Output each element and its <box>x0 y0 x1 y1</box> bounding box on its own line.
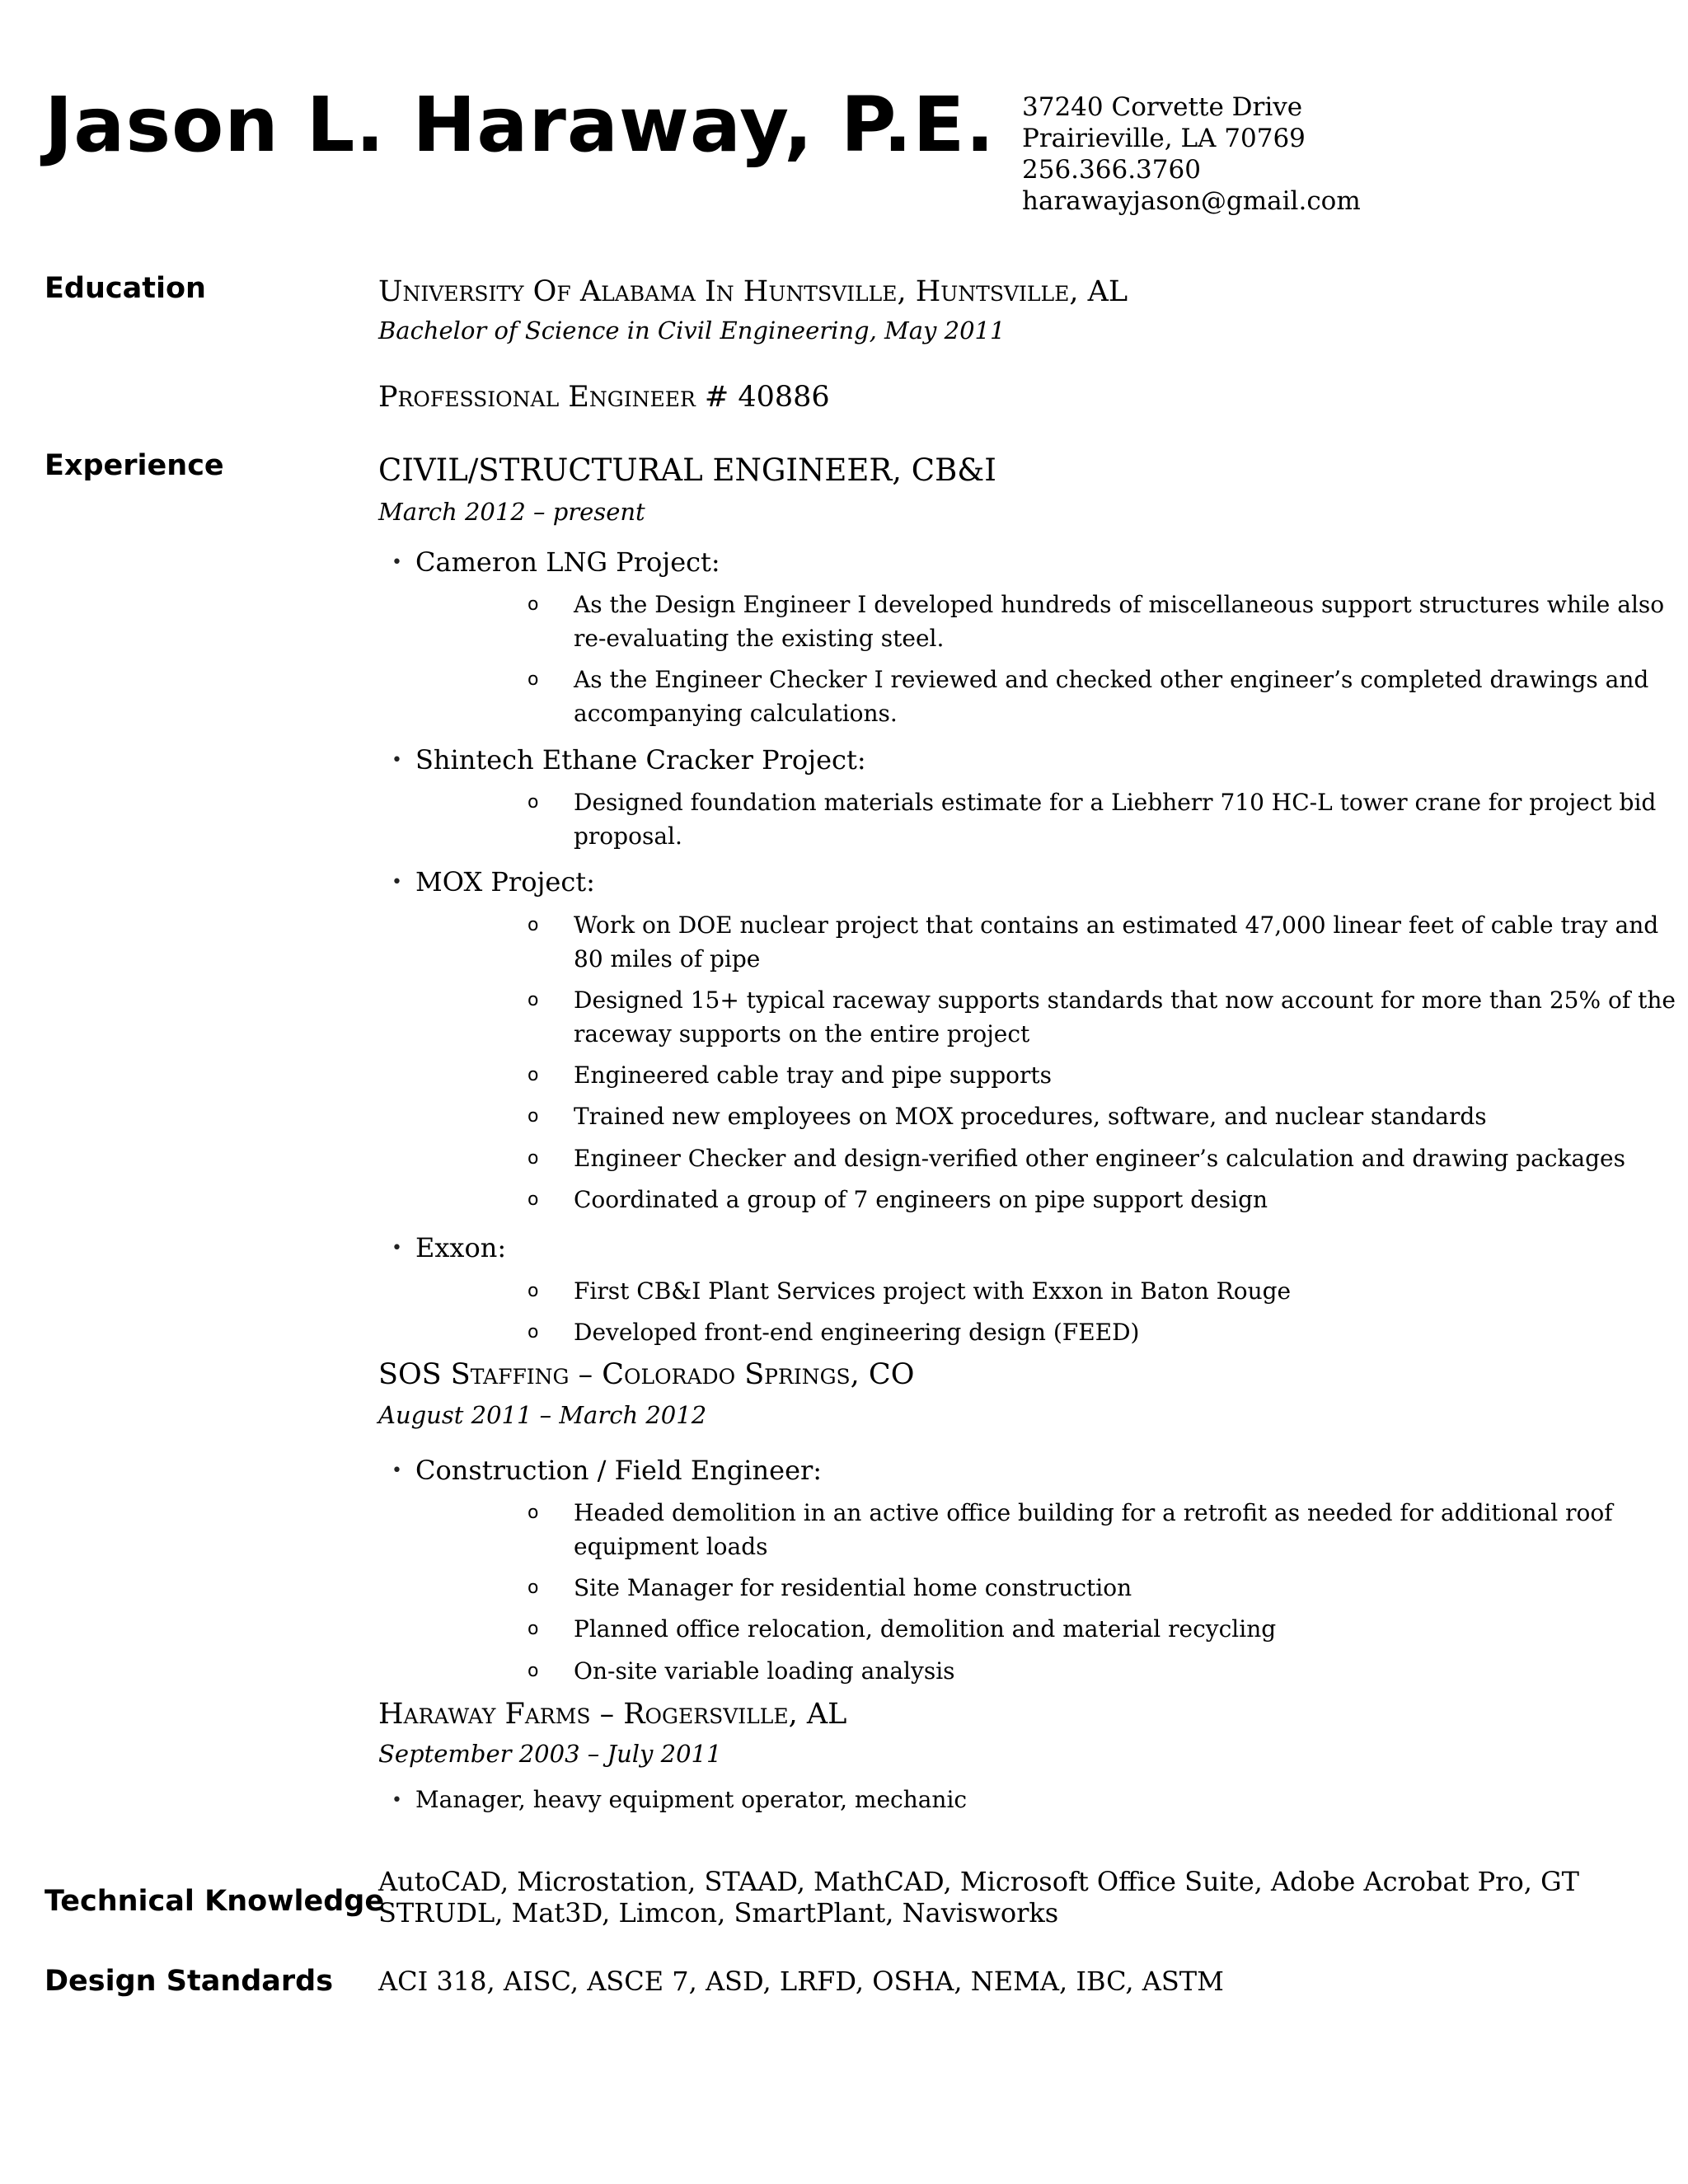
job-title: SOS Staffing – Colorado Springs, CO <box>378 1358 915 1391</box>
list-item-text: Trained new employees on MOX procedures, software, and nuclear standards <box>574 1103 1487 1130</box>
list-item-text: Planned office relocation, demolition and material recycling <box>574 1615 1277 1643</box>
job-dates: September 2003 – July 2011 <box>378 1740 722 1768</box>
bullet-icon: • <box>392 1790 402 1811</box>
list-marker-icon: o <box>528 1106 539 1127</box>
candidate-name: Jason L. Haraway, P.E. <box>45 81 996 169</box>
project-name: Construction / Field Engineer: <box>415 1455 823 1486</box>
phone-number: 256.366.3760 <box>1022 155 1201 185</box>
list-item-text: Developed front-end engineering design (FEED) <box>574 1319 1140 1346</box>
job-dates: March 2012 – present <box>378 498 645 526</box>
list-item-text: Work on DOE nuclear project that contains an estimated 47,000 linear feet of cable tray and 80 miles of pipe <box>574 912 1659 972</box>
contact-block <box>1022 91 1361 217</box>
bullet-icon: • <box>392 1238 402 1258</box>
project-name: Exxon: <box>415 1232 507 1263</box>
list-item-text: As the Design Engineer I developed hundreds of miscellaneous support structures while also re-evaluating the existing steel. <box>574 591 1665 652</box>
list-item-text: Engineer Checker and design-verified other engineer’s calculation and drawing packages <box>574 1145 1625 1172</box>
list-item-text: Designed 15+ typical raceway supports standards that now account for more than 25% of the raceway supports on the entire project <box>574 987 1676 1047</box>
job-dates: August 2011 – March 2012 <box>378 1401 707 1429</box>
list-marker-icon: o <box>528 1322 539 1343</box>
design-standards-list: ACI 318, AISC, ASCE 7, ASD, LRFD, OSHA, NEMA, IBC, ASTM <box>378 1966 1224 1997</box>
section-label-education: Education <box>45 272 206 305</box>
list-marker-icon: o <box>528 990 539 1010</box>
list-marker-icon: o <box>528 1577 539 1598</box>
job-title: CIVIL/STRUCTURAL ENGINEER, CB&I <box>378 452 996 488</box>
list-marker-icon: o <box>528 1065 539 1085</box>
list-item-text: Designed foundation materials estimate for a Liebherr 710 HC-L tower crane for project bid proposal. <box>574 789 1657 850</box>
list-marker-icon: o <box>528 915 539 935</box>
email-address: harawayjason@gmail.com <box>1022 186 1361 216</box>
list-item-text: Site Manager for residential home construction <box>574 1574 1132 1601</box>
job-title: Haraway Farms – Rogersville, AL <box>378 1698 847 1731</box>
degree: Bachelor of Science in Civil Engineering, May 2011 <box>378 316 1006 344</box>
bullet-icon: • <box>392 750 402 771</box>
list-item-text: Headed demolition in an active office building for a retrofit as needed for additional roof equipment loads <box>574 1499 1613 1560</box>
section-label-experience: Experience <box>45 449 224 482</box>
list-marker-icon: o <box>528 1502 539 1523</box>
list-marker-icon: o <box>528 1619 539 1639</box>
address-line-1: 37240 Corvette Drive <box>1022 92 1303 122</box>
section-label-design-standards: Design Standards <box>45 1965 334 1998</box>
project-name: Manager, heavy equipment operator, mechanic <box>415 1786 968 1813</box>
bullet-icon: • <box>392 552 402 573</box>
project-name: Cameron LNG Project: <box>415 546 720 578</box>
list-marker-icon: o <box>528 594 539 615</box>
list-item-text: On-site variable loading analysis <box>574 1657 955 1685</box>
license-number: Professional Engineer # 40886 <box>378 381 830 414</box>
school-name: University Of Alabama In Huntsville, Huntsville, AL <box>378 275 1128 308</box>
bullet-icon: • <box>392 872 402 893</box>
list-item-text: First CB&I Plant Services project with Exxon in Baton Rouge <box>574 1277 1292 1305</box>
project-name: MOX Project: <box>415 866 595 898</box>
address-line-2: Prairieville, LA 70769 <box>1022 124 1306 153</box>
list-item-text: As the Engineer Checker I reviewed and checked other engineer’s completed drawings and accompanying calculations. <box>574 666 1649 727</box>
list-marker-icon: o <box>528 669 539 690</box>
list-marker-icon: o <box>528 1189 539 1210</box>
list-marker-icon: o <box>528 1281 539 1301</box>
list-marker-icon: o <box>528 1661 539 1681</box>
technical-knowledge-list: AutoCAD, Microstation, STAAD, MathCAD, Microsoft Office Suite, Adobe Acrobat Pro, GT STRUDL, Mat3D, Limcon, SmartPlant, Navisworks <box>378 1866 1579 1929</box>
bullet-icon: • <box>392 1460 402 1481</box>
project-name: Shintech Ethane Cracker Project: <box>415 744 866 776</box>
list-item-text: Engineered cable tray and pipe supports <box>574 1062 1053 1089</box>
list-marker-icon: o <box>528 1148 539 1169</box>
section-label-technical-knowledge: Technical Knowledge <box>45 1885 385 1918</box>
list-marker-icon: o <box>528 792 539 813</box>
list-item-text: Coordinated a group of 7 engineers on pipe support design <box>574 1186 1268 1213</box>
